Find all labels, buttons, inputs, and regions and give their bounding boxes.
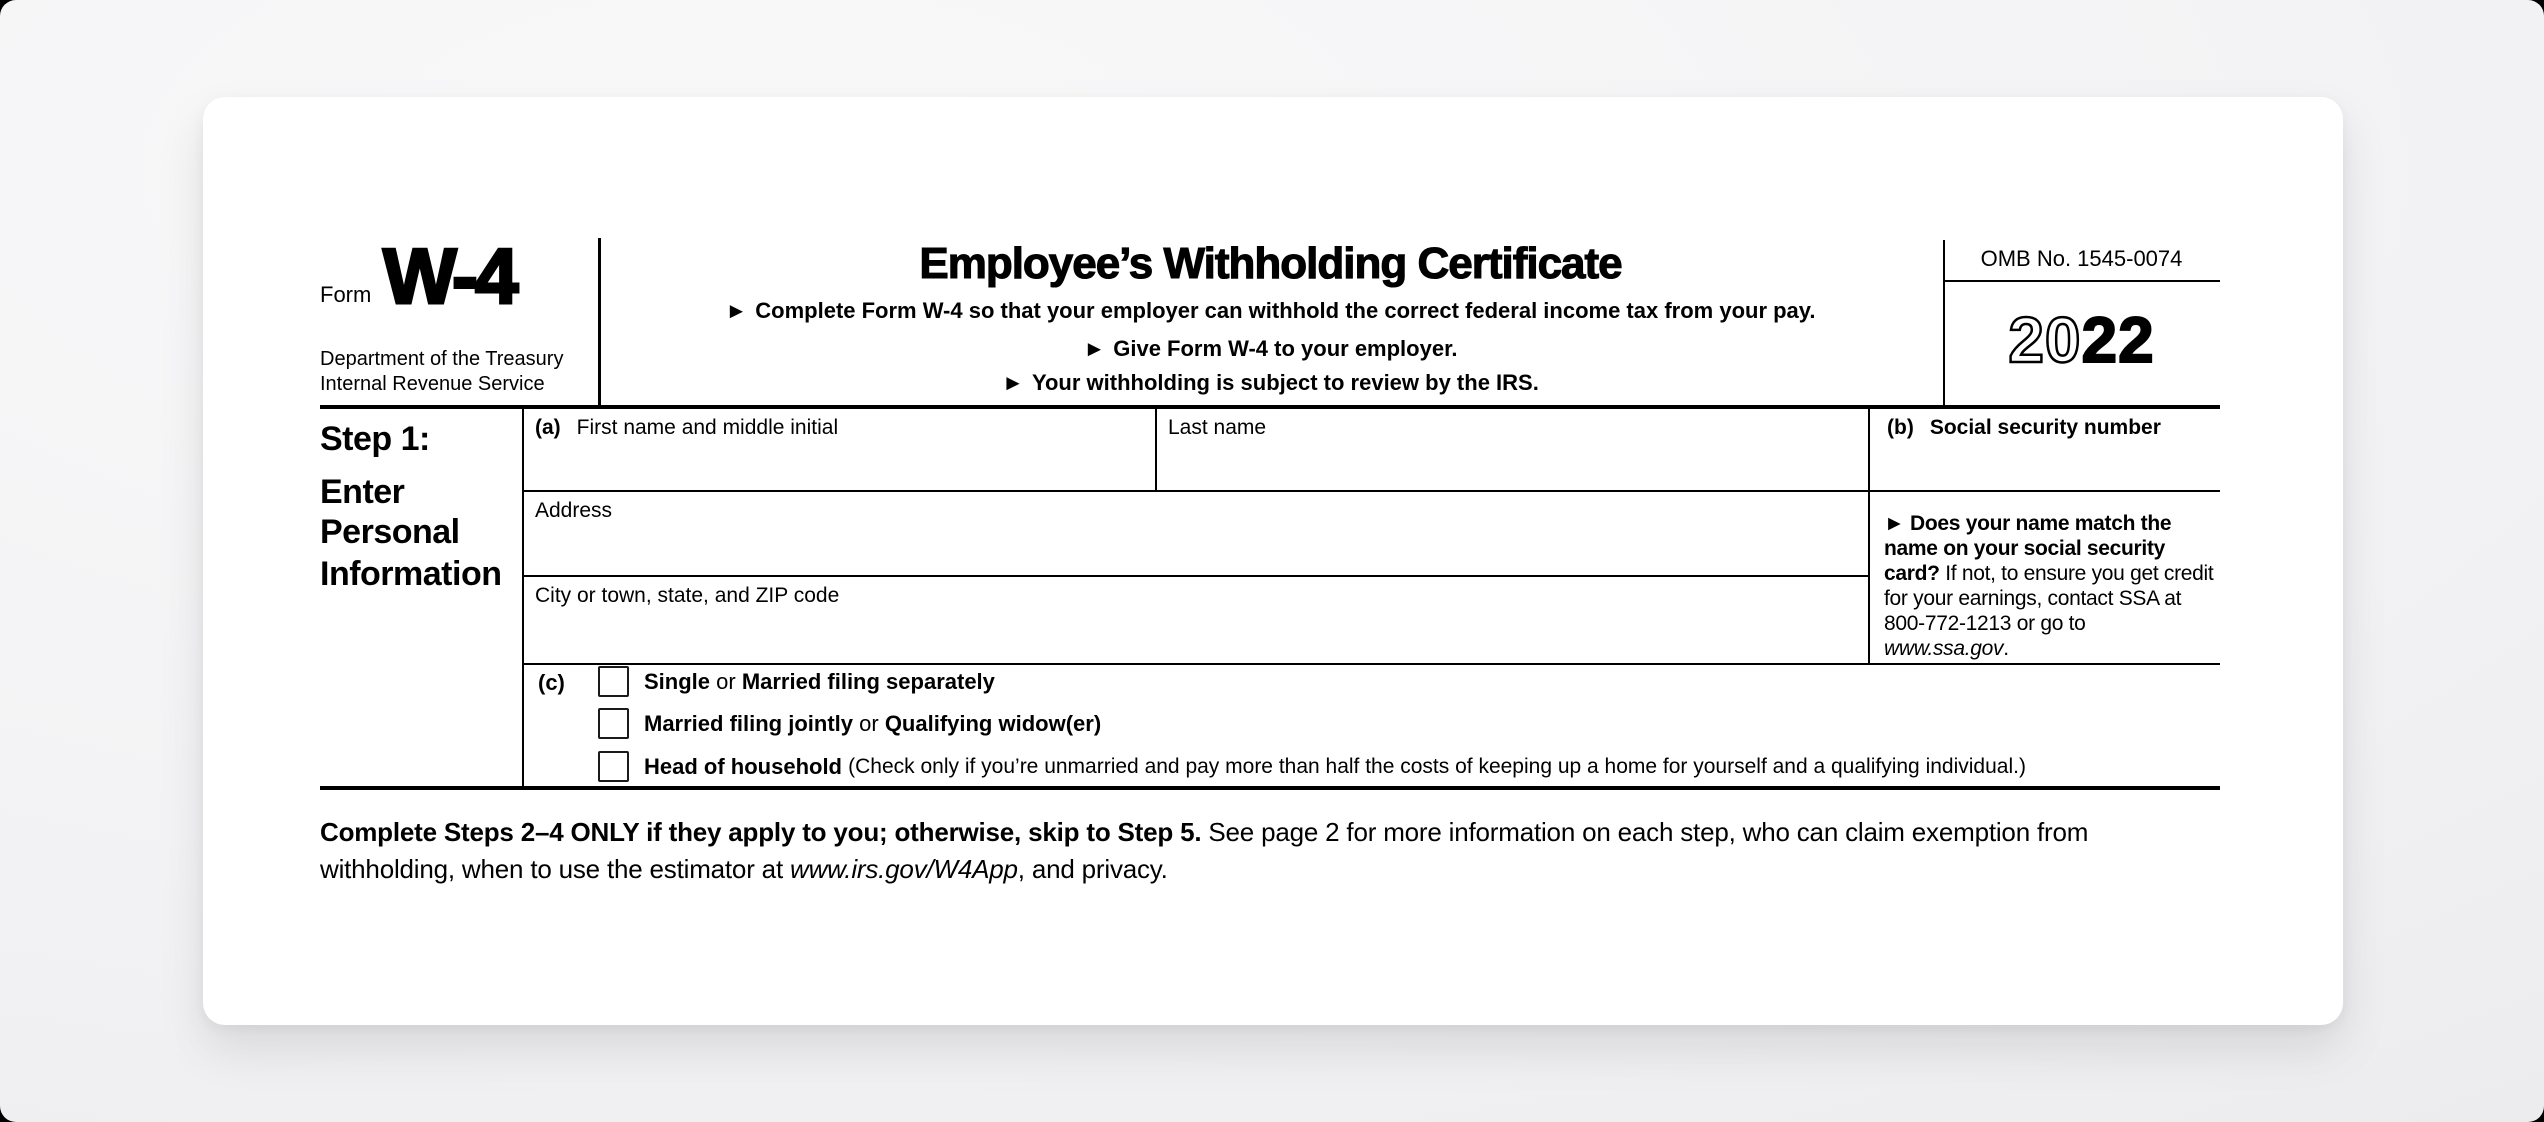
omb-underline [1943, 280, 2220, 282]
married-jointly-or: or [853, 710, 885, 736]
ssn-field[interactable] [1868, 407, 2220, 490]
first-name-field[interactable] [522, 407, 1155, 490]
step1-bottom-rule [320, 786, 2220, 790]
first-name-label: First name and middle initial [576, 416, 839, 439]
filing-status-row-single [598, 667, 2220, 696]
step1-label: Step 1: [320, 420, 430, 458]
steps-2-4-instructions [320, 814, 2225, 888]
instruction-bullet-2 [598, 336, 1943, 362]
ssa-name-match-note [1884, 511, 2214, 661]
footer-suffix: , and privacy. [1017, 854, 1168, 884]
city-state-zip-field[interactable] [522, 575, 1868, 663]
ssa-note-regular: If not, to ensure you get credit for your earnings, contact SSA at 800-772-1213 or go to [1884, 562, 2214, 635]
w4app-link: www.irs.gov/W4App [790, 854, 1018, 884]
footer-bold-text: Complete Steps 2–4 ONLY if they apply to you; otherwise, skip to Step 5. [320, 817, 1202, 847]
form-title: Employee’s Withholding Certificate [919, 239, 1622, 288]
city-row-underline [522, 663, 2220, 665]
filing-status-prefix: (c) [538, 670, 565, 695]
year-solid-digits: 22 [2081, 304, 2155, 376]
pointer-icon: ► [1002, 370, 1024, 395]
step1-name-line-2: Personal [320, 513, 460, 551]
single-checkbox[interactable] [598, 666, 629, 697]
instruction-bullet-1 [598, 298, 1943, 324]
agency-line-2: Internal Revenue Service [320, 373, 545, 395]
married-jointly-checkbox[interactable] [598, 708, 629, 739]
filing-status-row-married-jointly [598, 709, 2220, 738]
instruction-bullet-2-text: Give Form W-4 to your employer. [1113, 336, 1458, 361]
instruction-bullet-3-text: Your withholding is subject to review by the IRS. [1031, 370, 1539, 395]
address-field[interactable] [522, 490, 1868, 575]
single-label: Single [644, 668, 711, 694]
address-label: Address [535, 499, 613, 522]
instruction-bullet-3 [598, 370, 1943, 396]
ssn-prefix: (b) [1887, 416, 1914, 439]
ssn-label: Social security number [1929, 416, 2161, 439]
ssa-gov-link: www.ssa.gov [1884, 637, 2004, 660]
qualifying-widower-label: Qualifying widow(er) [884, 710, 1102, 736]
ssa-note-period: . [2003, 637, 2009, 660]
form-number: W-4 [383, 232, 516, 320]
year-outline-digits: 20 [2008, 304, 2082, 376]
pointer-icon: ► [1083, 336, 1106, 361]
last-name-field[interactable] [1155, 407, 1868, 490]
head-of-household-note: (Check only if you’re unmarried and pay more than half the costs of keeping up a home for yourself and a qualifying individual.) [848, 754, 2026, 778]
footer-regular-text: See page 2 for more information on each step, who can claim exemption from withholding, when to use the estimator at [320, 817, 2089, 884]
head-of-household-checkbox[interactable] [598, 751, 629, 782]
pointer-icon: ► [725, 298, 748, 323]
single-or: or [710, 668, 742, 694]
pointer-icon: ► [1884, 512, 1911, 535]
agency-line-1: Department of the Treasury [320, 348, 564, 370]
ssa-note-bold: Does your name match the name on your social security card? [1884, 512, 2172, 585]
w4-form-card [203, 97, 2343, 1025]
step1-name-line-1: Enter [320, 473, 405, 511]
married-jointly-label: Married filing jointly [644, 710, 854, 736]
last-name-label: Last name [1168, 416, 1267, 439]
city-state-zip-label: City or town, state, and ZIP code [535, 584, 840, 607]
form-year [1943, 303, 2220, 377]
step1-name-line-3: Information [320, 555, 502, 593]
married-separately-label: Married filing separately [741, 668, 995, 694]
first-name-prefix: (a) [535, 416, 561, 439]
omb-number: OMB No. 1545-0074 [1980, 246, 2183, 271]
filing-status-row-head-of-household [598, 752, 2220, 781]
head-of-household-label: Head of household [644, 753, 842, 779]
form-word-label: Form [320, 282, 372, 307]
instruction-bullet-1-text: Complete Form W-4 so that your employer can withhold the correct federal income tax from your pay. [755, 298, 1816, 323]
